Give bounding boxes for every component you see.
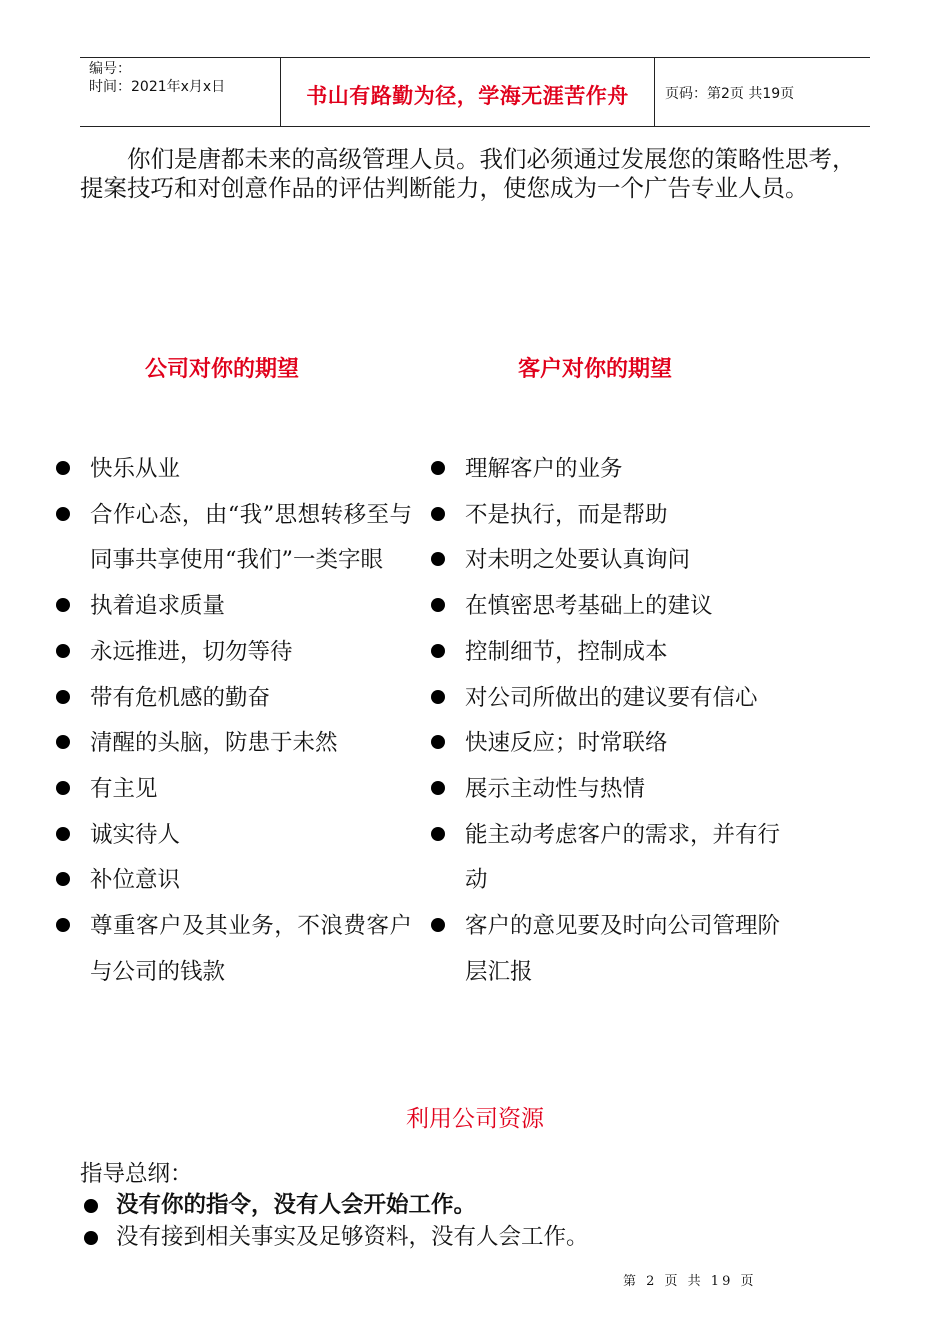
bullet-icon xyxy=(84,1199,98,1213)
bullet-icon xyxy=(56,690,70,704)
list-item: 快速反应；时常联络 xyxy=(431,721,791,767)
header-table xyxy=(80,57,870,127)
list-item: 执着追求质量 xyxy=(56,584,412,630)
list-item: 合作心态，由“我”思想转移至与同事共享使用“我们”一类字眼 xyxy=(56,493,412,584)
list-item: 对未明之处要认真询问 xyxy=(431,538,791,584)
client-expectations-title: 客户对你的期望 xyxy=(518,356,673,382)
bullet-icon xyxy=(431,918,445,932)
resources-title: 利用公司资源 xyxy=(406,1106,544,1132)
bullet-icon xyxy=(431,781,445,795)
list-item: 尊重客户及其业务，不浪费客户与公司的钱款 xyxy=(56,904,412,995)
bullet-icon xyxy=(56,507,70,521)
intro-paragraph xyxy=(80,145,870,203)
intro-text: 你们是唐都未来的高级管理人员。我们必须通过发展您的策略性思考，提案技巧和对创意作品的评估判断能力，使您成为一个广告专业人员。 xyxy=(80,145,856,202)
list-item: 永远推进，切勿等待 xyxy=(56,630,412,676)
bullet-icon xyxy=(56,827,70,841)
list-item: 清醒的头脑，防患于未然 xyxy=(56,721,412,767)
company-expectations-title: 公司对你的期望 xyxy=(145,356,300,382)
document-number-label: 编号： xyxy=(89,61,131,77)
bullet-icon xyxy=(431,461,445,475)
bullet-icon xyxy=(431,827,445,841)
bullet-icon xyxy=(56,781,70,795)
list-item: 有主见 xyxy=(56,767,412,813)
list-item: 展示主动性与热情 xyxy=(431,767,791,813)
bullet-icon xyxy=(56,735,70,749)
header-motto: 书山有路勤为径，学海无涯苦作舟 xyxy=(306,83,629,108)
header-page-info: 页码：第2页 共19页 xyxy=(665,86,795,102)
bullet-icon xyxy=(56,644,70,658)
list-item: 能主动考虑客户的需求，并有行动 xyxy=(431,813,791,904)
header-page-cell xyxy=(655,58,870,126)
list-item: 控制细节，控制成本 xyxy=(431,630,791,676)
header-meta-cell xyxy=(80,58,281,126)
list-item: 在慎密思考基础上的建议 xyxy=(431,584,791,630)
bullet-icon xyxy=(56,918,70,932)
list-item: 对公司所做出的建议要有信心 xyxy=(431,676,791,722)
list-item: 客户的意见要及时向公司管理阶层汇报 xyxy=(431,904,791,995)
list-item: 理解客户的业务 xyxy=(431,447,791,493)
client-expectations-list xyxy=(431,447,791,995)
list-item: 带有危机感的勤奋 xyxy=(56,676,412,722)
list-item: 补位意识 xyxy=(56,858,412,904)
header-motto-cell xyxy=(281,58,655,126)
bullet-icon xyxy=(431,735,445,749)
list-item: 快乐从业 xyxy=(56,447,412,493)
bullet-icon xyxy=(84,1231,98,1245)
list-item: 不是执行，而是帮助 xyxy=(431,493,791,539)
bullet-icon xyxy=(56,461,70,475)
bullet-icon xyxy=(431,598,445,612)
bullet-icon xyxy=(431,552,445,566)
page-footer: 第 2 页 共 19 页 xyxy=(623,1274,757,1289)
guide-label: 指导总纲： xyxy=(80,1161,193,1187)
bullet-icon xyxy=(56,872,70,886)
bullet-icon xyxy=(431,644,445,658)
document-time-label: 时间：2021年x月x日 xyxy=(89,79,226,95)
bullet-icon xyxy=(56,598,70,612)
company-expectations-list xyxy=(56,447,412,995)
bullet-icon xyxy=(431,690,445,704)
bullet-icon xyxy=(431,507,445,521)
list-item: 诚实待人 xyxy=(56,813,412,859)
